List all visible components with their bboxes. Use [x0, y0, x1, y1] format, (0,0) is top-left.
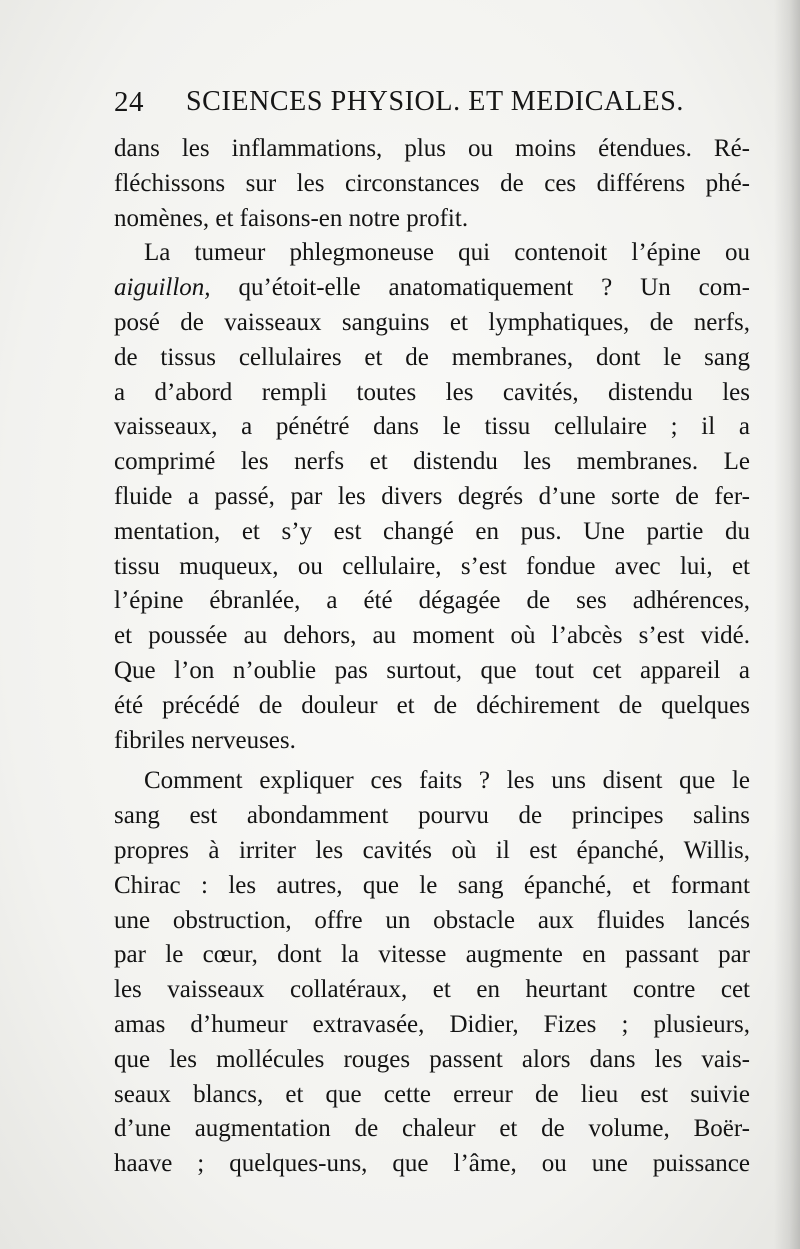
italic-word: aiguillon,	[114, 274, 211, 302]
text-line: les vaisseaux collatéraux, et en heurtant contre cet	[114, 976, 750, 1004]
text-line: dans les inflammations, plus ou moins étendues. Ré-	[114, 135, 750, 162]
text-line: La tumeur phlegmoneuse qui contenoit l’épine ou	[144, 239, 750, 267]
text-line: fléchissons sur les circonstances de ces différens phé-	[114, 169, 750, 197]
text-line: tissu muqueux, ou cellulaire, s’est fondue avec lui, et	[114, 552, 750, 580]
text-line: de tissus cellulaires et de membranes, dont le sang	[114, 343, 750, 371]
text-line: par le cœur, dont la vitesse augmente en passant par	[114, 941, 750, 969]
text-line: fibriles nerveuses.	[114, 726, 296, 754]
text-line: que les mollécules rouges passent alors dans les vais-	[114, 1045, 750, 1073]
text-line: l’épine ébranlée, a été dégagée de ses adhérences,	[114, 587, 750, 615]
text-line: sang est abondamment pourvu de principes salins	[114, 802, 750, 830]
text-line: et poussée au dehors, au moment où l’abcès s’est vidé.	[114, 622, 750, 650]
text-line: Que l’on n’oublie pas surtout, que tout cet appareil a	[114, 656, 750, 684]
text-line: comprimé les nerfs et distendu les membranes. Le	[114, 448, 750, 476]
text-line: a d’abord rempli toutes les cavités, distendu les	[114, 378, 750, 406]
text-line: amas d’humeur extravasée, Didier, Fizes ; plusieurs,	[114, 1010, 750, 1038]
text-span: qu’étoit-elle anatomatiquement ? Un com-	[210, 274, 750, 302]
text-line: posé de vaisseaux sanguins et lymphatiques, de nerfs,	[114, 308, 750, 336]
text-line: seaux blancs, et que cette erreur de lieu est suivie	[114, 1080, 750, 1108]
text-line: mentation, et s’y est changé en pus. Une partie du	[114, 517, 750, 545]
text-line: Comment expliquer ces faits ? les uns disent que le	[144, 767, 750, 795]
page-number: 24	[114, 86, 144, 118]
page-header	[112, 86, 712, 126]
text-line: fluide a passé, par les divers degrés d’une sorte de fer-	[114, 482, 750, 510]
text-line: haave ; quelques-uns, que l’âme, ou une puissance	[114, 1150, 750, 1178]
text-line: nomènes, et faisons-en notre profit.	[114, 204, 469, 232]
text-line: une obstruction, offre un obstacle aux fluides lancés	[114, 906, 750, 934]
text-line: été précédé de douleur et de déchirement de quelques	[114, 691, 750, 719]
text-line: d’une augmentation de chaleur et de volume, Boër-	[114, 1115, 750, 1143]
binding-shadow	[774, 0, 800, 1249]
text-line: Chirac : les autres, que le sang épanché, et formant	[114, 871, 750, 899]
text-line-with-italic	[114, 271, 750, 306]
text-line: propres à irriter les cavités où il est épanché, Willis,	[114, 836, 750, 864]
running-head: SCIENCES PHYSIOL. ET MEDICALES.	[186, 86, 685, 117]
text-line: vaisseaux, a pénétré dans le tissu cellulaire ; il a	[114, 413, 750, 441]
body-text	[114, 132, 750, 1182]
